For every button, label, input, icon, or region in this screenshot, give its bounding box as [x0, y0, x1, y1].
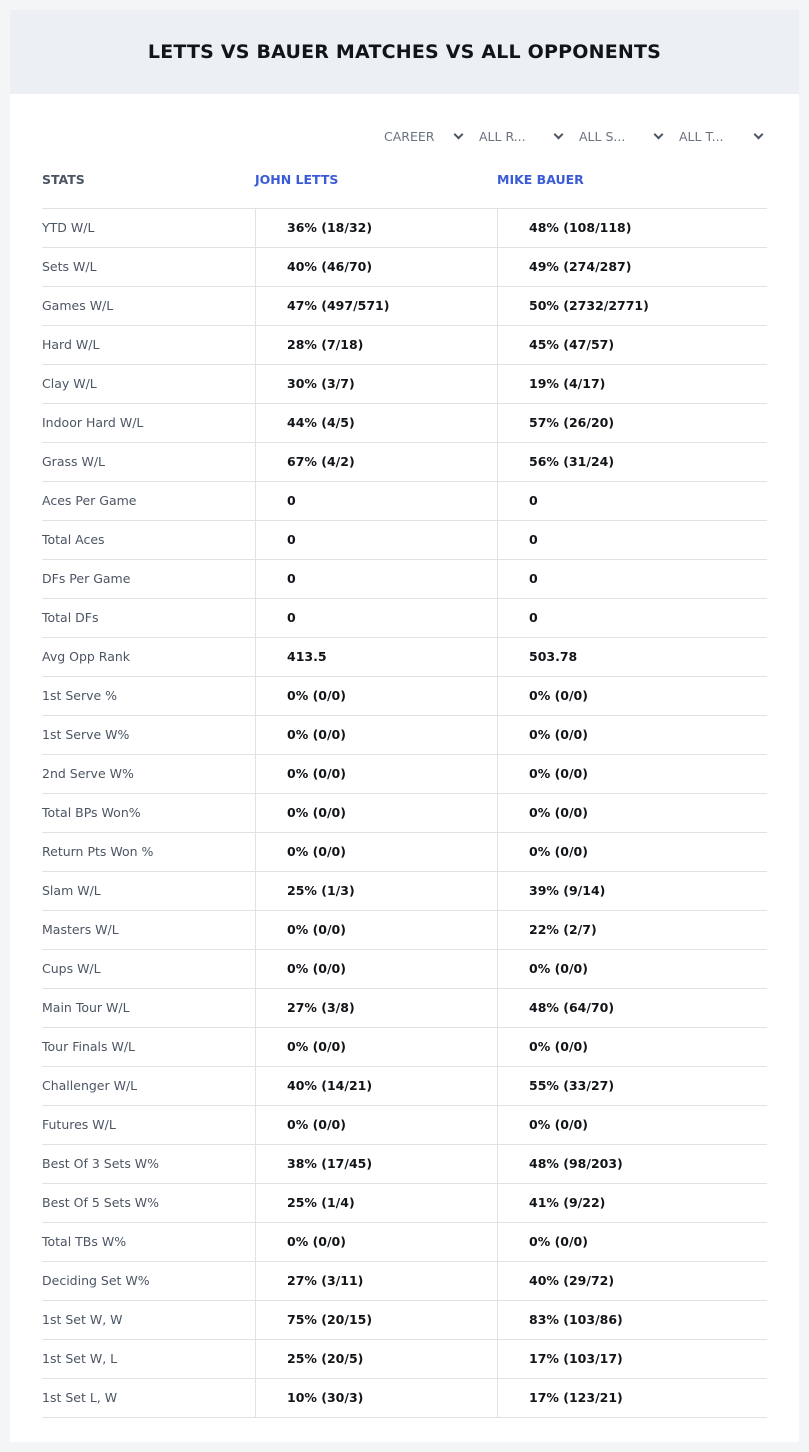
table-row: [42, 638, 767, 677]
column-divider: [255, 443, 256, 482]
player1-stat-value: 0: [287, 610, 296, 625]
chevron-down-icon: [454, 130, 464, 140]
player2-stat-value: 0% (0/0): [529, 1234, 588, 1249]
stat-label: Total Aces: [42, 532, 105, 547]
stat-label: Games W/L: [42, 298, 114, 313]
stat-label: Hard W/L: [42, 337, 100, 352]
table-row: [42, 950, 767, 989]
column-divider: [255, 521, 256, 560]
table-body: [42, 208, 767, 1418]
player2-stat-value: 83% (103/86): [529, 1312, 623, 1327]
column-divider: [497, 677, 498, 716]
column-divider: [255, 755, 256, 794]
table-row: [42, 521, 767, 560]
column-divider: [497, 209, 498, 248]
player2-stat-value: 50% (2732/2771): [529, 298, 649, 313]
stat-label: 1st Serve %: [42, 688, 118, 703]
column-divider: [255, 794, 256, 833]
table-row: [42, 209, 767, 248]
column-divider: [255, 1184, 256, 1223]
filter-period-select[interactable]: [384, 124, 464, 148]
column-divider: [255, 1106, 256, 1145]
player2-stat-value: 49% (274/287): [529, 259, 632, 274]
player1-stat-value: 0% (0/0): [287, 961, 346, 976]
filter-round-select[interactable]: [479, 124, 564, 148]
player1-stat-value: 40% (14/21): [287, 1078, 373, 1093]
table-row: [42, 326, 767, 365]
chevron-down-icon: [754, 130, 764, 140]
column-divider: [255, 1028, 256, 1067]
table-row: [42, 404, 767, 443]
column-divider: [255, 326, 256, 365]
column-divider: [255, 1379, 256, 1418]
player1-stat-value: 0% (0/0): [287, 922, 346, 937]
stat-label: DFs Per Game: [42, 571, 131, 586]
stat-label: Clay W/L: [42, 376, 97, 391]
filter-label: ALL R...: [479, 128, 526, 144]
stat-label: Grass W/L: [42, 454, 106, 469]
column-divider: [255, 1223, 256, 1262]
player1-stat-value: 36% (18/32): [287, 220, 373, 235]
player2-stat-value: 0% (0/0): [529, 688, 588, 703]
page-title: LETTS VS BAUER MATCHES VS ALL OPPONENTS: [147, 41, 662, 63]
stat-label: 2nd Serve W%: [42, 766, 134, 781]
table-row: [42, 1379, 767, 1418]
stat-label: Slam W/L: [42, 883, 101, 898]
player2-stat-value: 22% (2/7): [529, 922, 597, 937]
table-row: [42, 599, 767, 638]
table-row: [42, 1223, 767, 1262]
column-divider: [497, 404, 498, 443]
column-divider: [497, 443, 498, 482]
column-divider: [497, 1145, 498, 1184]
table-row: [42, 1106, 767, 1145]
player2-stat-value: 55% (33/27): [529, 1078, 615, 1093]
player2-stat-value: 48% (98/203): [529, 1156, 623, 1171]
column-divider: [255, 209, 256, 248]
stat-label: Best Of 5 Sets W%: [42, 1195, 160, 1210]
column-divider: [497, 248, 498, 287]
table-row: [42, 911, 767, 950]
chevron-down-icon: [654, 130, 664, 140]
stat-label: Challenger W/L: [42, 1078, 138, 1093]
player2-stat-value: 39% (9/14): [529, 883, 606, 898]
column-divider: [497, 833, 498, 872]
player1-stat-value: 25% (1/3): [287, 883, 355, 898]
table-row: [42, 1301, 767, 1340]
table-row: [42, 1340, 767, 1379]
player1-stat-value: 0: [287, 493, 296, 508]
table-header: [42, 168, 767, 208]
player1-column-header[interactable]: JOHN LETTS: [255, 172, 339, 187]
column-divider: [497, 365, 498, 404]
player2-stat-value: 45% (47/57): [529, 337, 615, 352]
column-divider: [497, 521, 498, 560]
filter-label: ALL T...: [679, 128, 724, 144]
player1-stat-value: 10% (30/3): [287, 1390, 364, 1405]
column-divider: [255, 560, 256, 599]
player2-stat-value: 17% (103/17): [529, 1351, 623, 1366]
player1-stat-value: 75% (20/15): [287, 1312, 373, 1327]
player2-stat-value: 0% (0/0): [529, 844, 588, 859]
column-divider: [255, 482, 256, 521]
column-divider: [497, 755, 498, 794]
player1-stat-value: 67% (4/2): [287, 454, 355, 469]
stat-label: Futures W/L: [42, 1117, 116, 1132]
column-divider: [497, 1067, 498, 1106]
player1-stat-value: 25% (20/5): [287, 1351, 364, 1366]
stat-label: Deciding Set W%: [42, 1273, 150, 1288]
table-row: [42, 1184, 767, 1223]
player2-stat-value: 0: [529, 493, 538, 508]
table-row: [42, 248, 767, 287]
stat-label: Return Pts Won %: [42, 844, 154, 859]
chevron-down-icon: [554, 130, 564, 140]
column-divider: [497, 911, 498, 950]
stat-label: Avg Opp Rank: [42, 649, 131, 664]
column-divider: [497, 1262, 498, 1301]
stat-label: Masters W/L: [42, 922, 119, 937]
filter-label: ALL S...: [579, 128, 626, 144]
stat-label: 1st Set W, W: [42, 1312, 123, 1327]
player2-stat-value: 0: [529, 610, 538, 625]
column-divider: [255, 1301, 256, 1340]
column-divider: [255, 1067, 256, 1106]
player1-stat-value: 0: [287, 571, 296, 586]
column-divider: [497, 1028, 498, 1067]
player1-stat-value: 0: [287, 532, 296, 547]
column-divider: [255, 287, 256, 326]
column-divider: [497, 872, 498, 911]
filter-tournament-select[interactable]: [679, 124, 764, 148]
player1-stat-value: 0% (0/0): [287, 805, 346, 820]
stat-label: Sets W/L: [42, 259, 97, 274]
stat-label: Aces Per Game: [42, 493, 137, 508]
stat-label: 1st Set W, L: [42, 1351, 118, 1366]
player2-stat-value: 56% (31/24): [529, 454, 615, 469]
table-row: [42, 1262, 767, 1301]
column-divider: [497, 599, 498, 638]
player1-stat-value: 27% (3/11): [287, 1273, 364, 1288]
player1-stat-value: 40% (46/70): [287, 259, 373, 274]
table-row: [42, 833, 767, 872]
player1-stat-value: 0% (0/0): [287, 1234, 346, 1249]
filter-label: CAREER: [384, 128, 435, 144]
column-divider: [497, 1301, 498, 1340]
column-divider: [255, 365, 256, 404]
table-row: [42, 677, 767, 716]
column-divider: [255, 911, 256, 950]
player1-stat-value: 27% (3/8): [287, 1000, 355, 1015]
table-row: [42, 1067, 767, 1106]
player2-stat-value: 0% (0/0): [529, 1117, 588, 1132]
column-divider: [255, 677, 256, 716]
table-row: [42, 443, 767, 482]
column-divider: [497, 716, 498, 755]
column-divider: [497, 1379, 498, 1418]
player2-stat-value: 503.78: [529, 649, 578, 664]
column-divider: [497, 560, 498, 599]
filter-bar: [10, 124, 799, 148]
column-divider: [255, 989, 256, 1028]
player1-stat-value: 0% (0/0): [287, 727, 346, 742]
column-divider: [255, 833, 256, 872]
column-divider: [497, 287, 498, 326]
column-divider: [497, 326, 498, 365]
column-divider: [497, 1106, 498, 1145]
stat-label: YTD W/L: [42, 220, 95, 235]
player1-stat-value: 0% (0/0): [287, 1039, 346, 1054]
player1-stat-value: 0% (0/0): [287, 688, 346, 703]
player2-stat-value: 40% (29/72): [529, 1273, 615, 1288]
stats-table: [42, 168, 767, 1418]
stat-label: 1st Set L, W: [42, 1390, 118, 1405]
player1-stat-value: 0% (0/0): [287, 844, 346, 859]
player1-stat-value: 413.5: [287, 649, 327, 664]
stat-label: Total DFs: [42, 610, 99, 625]
table-row: [42, 560, 767, 599]
stat-label: 1st Serve W%: [42, 727, 130, 742]
stats-column-header: STATS: [42, 172, 85, 187]
stat-label: Cups W/L: [42, 961, 101, 976]
player2-stat-value: 19% (4/17): [529, 376, 606, 391]
column-divider: [255, 404, 256, 443]
table-row: [42, 482, 767, 521]
column-divider: [255, 1340, 256, 1379]
player1-stat-value: 47% (497/571): [287, 298, 390, 313]
column-divider: [497, 989, 498, 1028]
card-header: [10, 10, 799, 94]
table-row: [42, 794, 767, 833]
column-divider: [255, 248, 256, 287]
player1-stat-value: 44% (4/5): [287, 415, 355, 430]
table-row: [42, 989, 767, 1028]
player2-stat-value: 0: [529, 571, 538, 586]
player2-stat-value: 0% (0/0): [529, 766, 588, 781]
column-divider: [497, 1223, 498, 1262]
player2-stat-value: 57% (26/20): [529, 415, 615, 430]
stat-label: Total BPs Won%: [42, 805, 141, 820]
player2-stat-value: 0% (0/0): [529, 1039, 588, 1054]
player1-stat-value: 30% (3/7): [287, 376, 355, 391]
column-divider: [255, 950, 256, 989]
stats-card: [10, 10, 799, 1442]
column-divider: [255, 599, 256, 638]
column-divider: [255, 716, 256, 755]
column-divider: [497, 1340, 498, 1379]
table-row: [42, 1028, 767, 1067]
table-row: [42, 287, 767, 326]
column-divider: [497, 1184, 498, 1223]
player2-stat-value: 0% (0/0): [529, 805, 588, 820]
player1-stat-value: 28% (7/18): [287, 337, 364, 352]
player2-stat-value: 41% (9/22): [529, 1195, 606, 1210]
column-divider: [497, 638, 498, 677]
column-divider: [497, 950, 498, 989]
player2-stat-value: 0% (0/0): [529, 727, 588, 742]
column-divider: [255, 638, 256, 677]
table-row: [42, 716, 767, 755]
stat-label: Best Of 3 Sets W%: [42, 1156, 160, 1171]
player2-stat-value: 48% (108/118): [529, 220, 632, 235]
filter-surface-select[interactable]: [579, 124, 664, 148]
stat-label: Total TBs W%: [42, 1234, 127, 1249]
column-divider: [255, 1262, 256, 1301]
table-row: [42, 1145, 767, 1184]
column-divider: [255, 1145, 256, 1184]
player1-stat-value: 25% (1/4): [287, 1195, 355, 1210]
player2-column-header[interactable]: MIKE BAUER: [497, 172, 584, 187]
player1-stat-value: 0% (0/0): [287, 766, 346, 781]
column-divider: [255, 872, 256, 911]
player2-stat-value: 17% (123/21): [529, 1390, 623, 1405]
player1-stat-value: 0% (0/0): [287, 1117, 346, 1132]
player1-stat-value: 38% (17/45): [287, 1156, 373, 1171]
stat-label: Indoor Hard W/L: [42, 415, 144, 430]
table-row: [42, 872, 767, 911]
column-divider: [497, 482, 498, 521]
table-row: [42, 365, 767, 404]
column-divider: [497, 794, 498, 833]
stat-label: Main Tour W/L: [42, 1000, 130, 1015]
stat-label: Tour Finals W/L: [42, 1039, 136, 1054]
player2-stat-value: 0: [529, 532, 538, 547]
table-row: [42, 755, 767, 794]
player2-stat-value: 48% (64/70): [529, 1000, 615, 1015]
player2-stat-value: 0% (0/0): [529, 961, 588, 976]
